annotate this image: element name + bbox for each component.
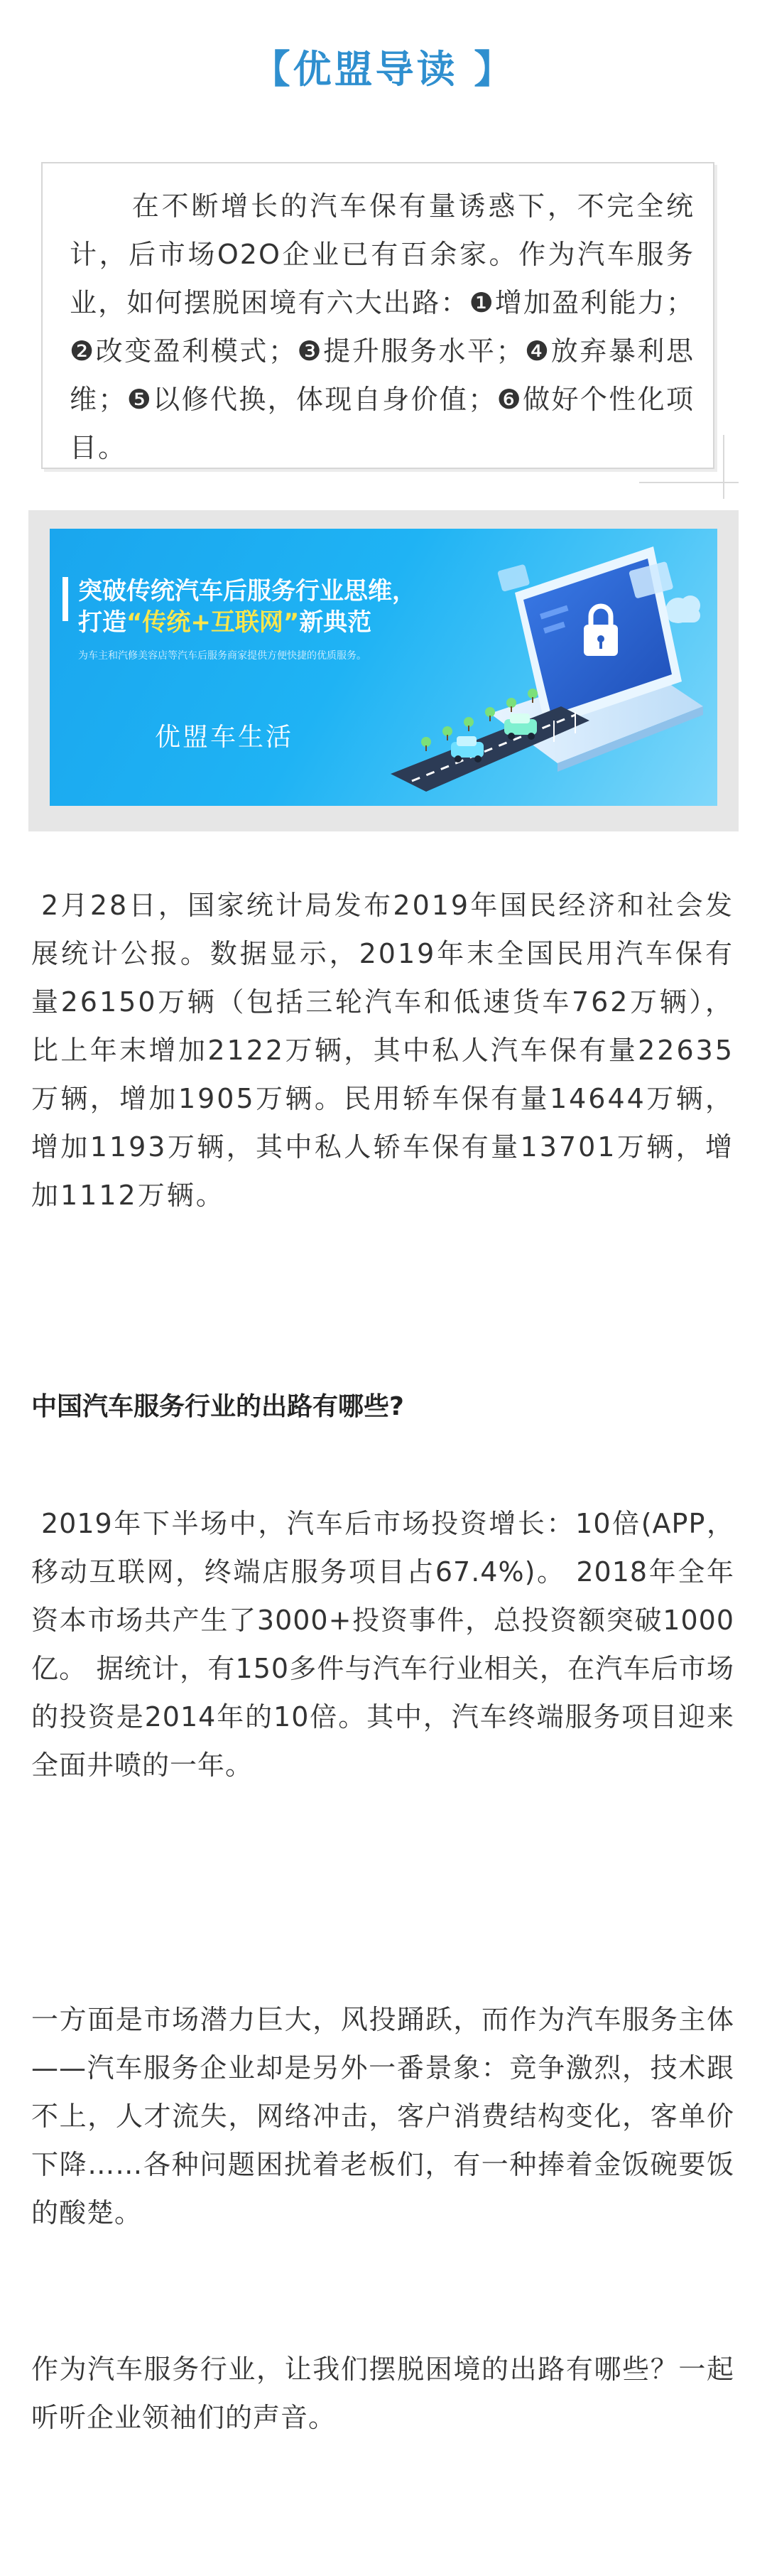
banner-accent-bar xyxy=(62,577,68,621)
paragraph-investment xyxy=(31,1499,734,1789)
paragraph-question: 作为汽车服务行业，让我们摆脱困境的出路有哪些？一起听听企业领袖们的声音。 xyxy=(31,2354,734,2433)
banner-headline-2-suffix: 新典范 xyxy=(299,608,372,637)
paragraph-investment-text: 2019年下半场中，汽车后市场投资增长：10倍(APP，移动互联网，终端店服务项目占67.4%)。 2018年全年资本市场共产生了3000+投资事件，总投资额突破1000亿。 据统计，有150多件与汽车行业相关，在汽车后市场的投资是2014年的10倍。其中，汽车终端服务项目迎来全面井喷的一年。 xyxy=(31,1508,734,1781)
section-heading: 中国汽车服务行业的出路有哪些? xyxy=(31,1392,404,1421)
intro-text-content: 在不断增长的汽车保有量诱惑下，不完全统计，后市场O2O企业已有百余家。作为汽车服务业，如何摆脱困境有六大出路：❶增加盈利能力；❷改变盈利模式；❸提升服务水平；❹放弃暴利思维；❺以修代换，体现自身价值；❻做好个性化项目。 xyxy=(70,190,695,463)
paragraph-statistics xyxy=(31,881,734,1219)
intro-box xyxy=(41,162,714,469)
banner-brand: 优盟车生活 xyxy=(155,723,294,752)
banner-highlight: “传统+互联网” xyxy=(126,608,300,637)
intro-text xyxy=(70,182,695,472)
banner-headline-2 xyxy=(78,603,371,637)
floating-panel-small xyxy=(497,564,530,592)
banner-frame xyxy=(28,510,739,831)
banner-headline-2-prefix: 打造 xyxy=(78,608,126,637)
paragraph-market: 一方面是市场潜力巨大，风投踊跃，而作为汽车服务主体——汽车服务企业却是另外一番景象：竞争激烈，技术跟不上，人才流失，网络冲击，客户消费结构变化，客单价下降……各种问题困扰着老板们，有一种捧着金饭碗要饭的酸楚。 xyxy=(31,2004,734,2229)
banner-headline-1: 突破传统汽车后服务行业思维， xyxy=(78,577,416,605)
decorative-line-vertical xyxy=(723,435,724,499)
paragraph-statistics-text: 2月28日，国家统计局发布2019年国民经济和社会发展统计公报。数据显示，2019年末全国民用汽车保有量26150万辆（包括三轮汽车和低速货车762万辆），比上年末增加2122万辆，其中私人汽车保有量22635万辆，增加1905万辆。民用轿车保有量14644万辆，增加1193万辆，其中私人轿车保有量13701万辆，增加1112万辆。 xyxy=(31,890,734,1211)
banner-image xyxy=(50,529,717,806)
cloud-icon xyxy=(665,596,700,623)
banner-illustration xyxy=(384,529,717,806)
page-title: 【优盟导读 】 xyxy=(251,47,516,92)
banner-subtext: 为车主和汽修美容店等汽车后服务商家提供方便快捷的优质服务。 xyxy=(78,650,366,662)
